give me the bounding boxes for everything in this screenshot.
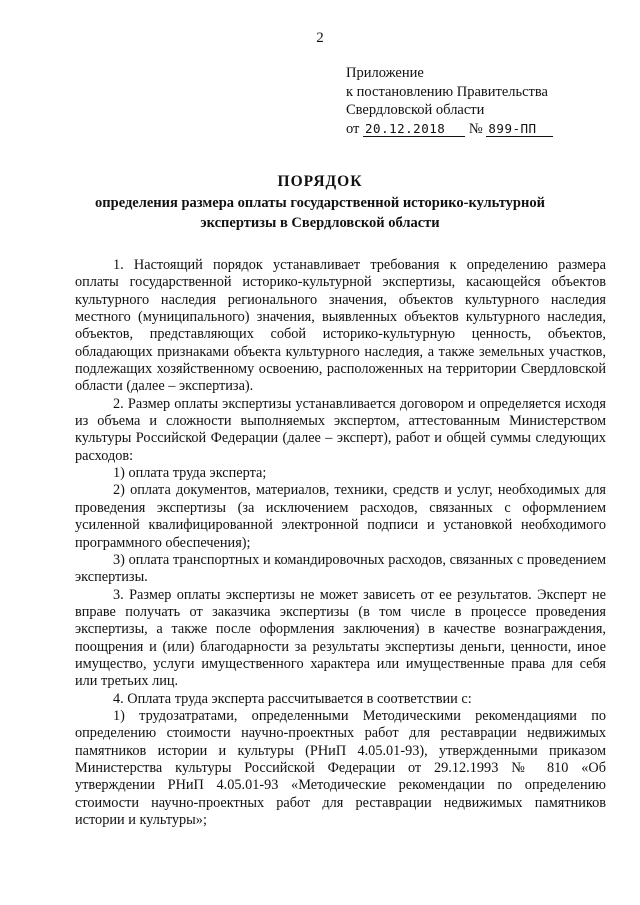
title-line-2: экспертизы в Свердловской области (200, 215, 440, 231)
appendix-line-2: к постановлению Правительства (346, 83, 548, 100)
title-line-1: определения размера оплаты государственной историко-культурной (95, 195, 545, 211)
number-prefix: № (468, 120, 483, 137)
list-item-2-2: 2) оплата документов, материалов, техники, средств и услуг, необходимых для проведения экспертизы (за исключением расходов, связанных с оформлением усиленной квалифицированной электронной подписи и установкой необходимого программного обеспечения); (75, 482, 606, 551)
paragraph-1: 1. Настоящий порядок устанавливает требования к определению размера оплаты государственной историко-культурной экспертизы, касающейся объектов культурного наследия регионального значения, объектов культурного наследия местного (муниципального) значения, выявленных объектов культурного наследия, объектов, представляющих собой историко-культурную ценность, объектов, обладающих признаками объекта культурного наследия, а также земельных участков, подлежащих хозяйственному освоению, расположенных на территории Свердловской области (далее – экспертиза). (75, 257, 606, 395)
appendix-date-line (346, 120, 553, 139)
appendix-block (346, 64, 553, 138)
paragraph-2: 2. Размер оплаты экспертизы устанавливается договором и определяется исходя из объема и сложности выполняемых экспертом, аттестованным Министерством культуры Российской Федерации (далее – эксперт), работ и общей суммы следующих расходов: (75, 395, 606, 464)
list-item-2-1: 1) оплата труда эксперта; (113, 465, 267, 482)
title-heading: ПОРЯДОК (277, 173, 363, 190)
list-item-4-1: 1) трудозатратами, определенными Методическими рекомендациями по определению стоимости научно-проектных работ для реставрации недвижимых памятников истории и культуры (РНиП 4.05.01-93), утвержденными приказом Министерства культуры Российской Федерации от 29.12.1993 № 810 «Об утверждении РНиП 4.05.01-93 «Методические рекомендации по определению стоимости научно-проектных работ для реставрации недвижимых памятников истории и культуры»; (75, 707, 606, 828)
list-item-2-3: 3) оплата транспортных и командировочных расходов, связанных с проведением экспертизы. (75, 551, 606, 586)
paragraph-3: 3. Размер оплаты экспертизы не может зависеть от ее результатов. Эксперт не вправе получать от заказчика экспертизы (в том числе в процессе проведения экспертизы, а также после оформления заключения) в качестве вознаграждения, поощрения и (или) благодарности за результаты экспертизы деньги, ценности, иное имущество, услуги имущественного характера или имущественные права для себя или третьих лиц. (75, 586, 606, 690)
document-body (75, 257, 606, 829)
decree-number: 899-ПП (486, 122, 552, 137)
document-title (0, 172, 640, 233)
decree-date: 20.12.2018 (363, 122, 465, 137)
date-prefix: от (346, 120, 360, 137)
appendix-line-1: Приложение (346, 65, 424, 81)
paragraph-4: 4. Оплата труда эксперта рассчитывается в соответствии с: (113, 690, 472, 707)
page-number: 2 (316, 30, 324, 46)
appendix-line-3: Свердловской области (346, 102, 485, 118)
